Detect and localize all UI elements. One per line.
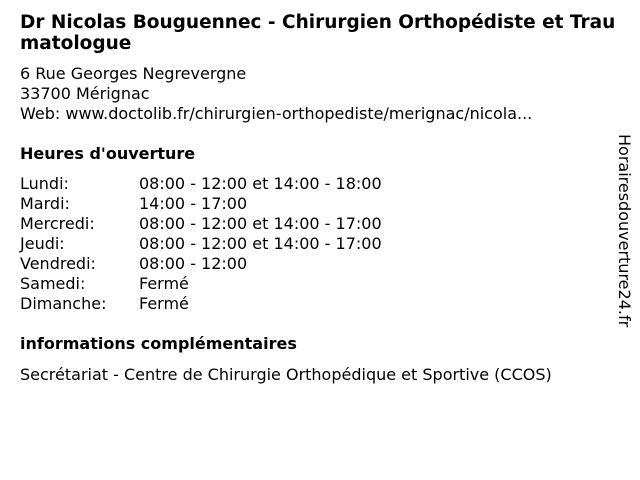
city-postcode: 33700 Mérignac <box>20 84 150 103</box>
day-label: Mercredi: <box>20 214 95 233</box>
day-label: Mardi: <box>20 194 70 213</box>
address-block <box>20 64 532 124</box>
day-label: Dimanche: <box>20 294 107 313</box>
time-value: 08:00 - 12:00 et 14:00 - 17:00 <box>139 234 382 253</box>
time-value: Fermé <box>139 274 189 293</box>
website-link[interactable]: Web: www.doctolib.fr/chirurgien-orthopediste/merignac/nicola... <box>20 104 533 123</box>
day-label: Jeudi: <box>20 234 65 253</box>
watermark-text: Horairesdouverture24.fr <box>615 134 634 328</box>
time-value: 08:00 - 12:00 et 14:00 - 18:00 <box>139 174 382 193</box>
time-value: 08:00 - 12:00 <box>139 254 248 273</box>
time-value: 14:00 - 17:00 <box>139 194 248 213</box>
additional-info-heading: informations complémentaires <box>20 334 297 353</box>
time-value: 08:00 - 12:00 et 14:00 - 17:00 <box>139 214 382 233</box>
street-address: 6 Rue Georges Negrevergne <box>20 64 247 83</box>
day-label: Vendredi: <box>20 254 96 273</box>
opening-hours-heading: Heures d'ouverture <box>20 144 196 163</box>
page-title: Dr Nicolas Bouguennec - Chirurgien Orthopédiste et Traumatologue <box>20 12 616 54</box>
time-value: Fermé <box>139 294 189 313</box>
day-label: Lundi: <box>20 174 69 193</box>
additional-info-text: Secrétariat - Centre de Chirurgie Orthopédique et Sportive (CCOS) <box>20 365 552 384</box>
day-label: Samedi: <box>20 274 86 293</box>
